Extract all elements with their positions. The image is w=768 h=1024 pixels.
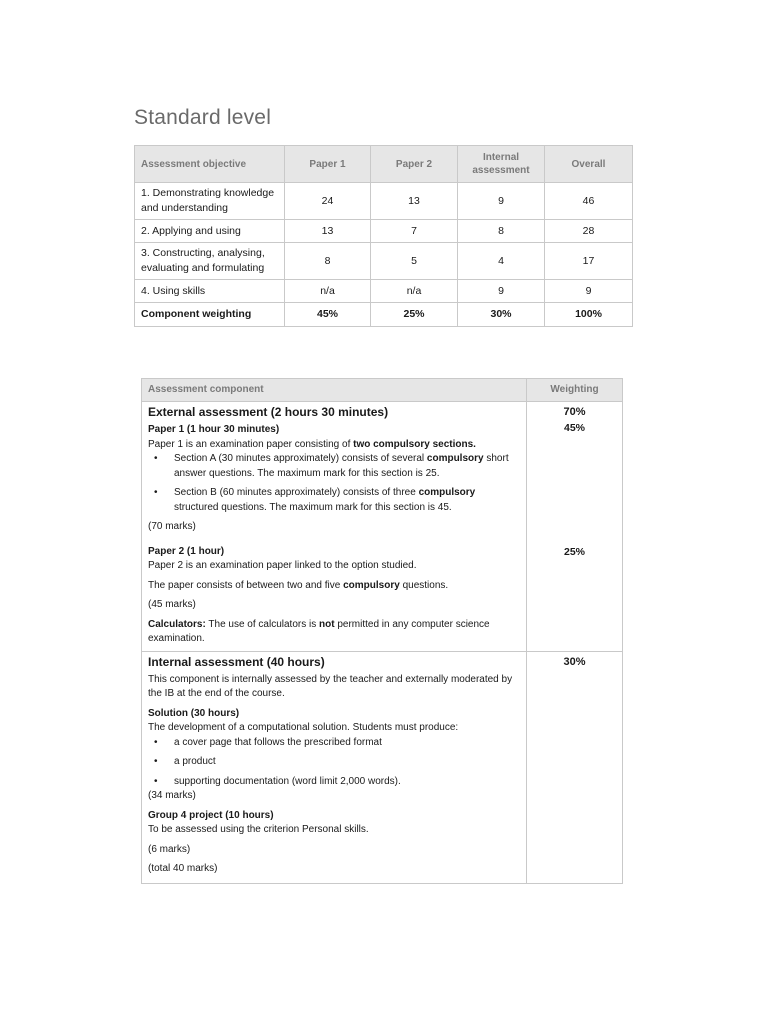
paper-2-line-2: The paper consists of between two and five compulsory questions. [148,579,449,591]
paper-1-sections-list [148,452,520,515]
objectives-header-row [135,146,633,183]
group-4-project-title: Group 4 project (10 hours) [148,809,274,821]
table-row [135,183,633,220]
assessment-objectives-table [134,145,633,327]
paper-2-weighting: 25% [371,303,458,327]
solution-items-list [148,736,520,790]
paper-1-intro: Paper 1 is an examination paper consisting of two compulsory sections. [148,438,476,450]
paper-1-weighting: 45% [563,422,585,434]
header-paper-1: Paper 1 [285,146,371,183]
table-row [135,220,633,243]
internal-assessment-weighting: 30% [458,303,545,327]
list-item: • supporting documentation (word limit 2,000 words). [148,775,520,790]
solution-intro: The development of a computational solution. Students must produce: [148,722,459,733]
internal-assessment-intro: This component is internally assessed by the teacher and externally moderated by the IB at the end of the course. [148,673,513,699]
list-item: • a cover page that follows the prescribed format [148,736,520,751]
header-paper-2: Paper 2 [371,146,458,183]
paper-1-marks: (70 marks) [148,521,196,532]
paper-1-weighting: 45% [285,303,371,327]
calculators-note: Calculators: The use of calculators is not permitted in any computer science examination. [148,618,490,644]
components-header-row [142,379,623,402]
paper-2-value: 5 [371,243,458,280]
objective-label: 3. Constructing, analysing, evaluating and formulating [135,243,285,280]
internal-assessment-value: 9 [458,183,545,220]
paper-2-cell [142,539,527,652]
header-assessment-component: Assessment component [142,379,527,402]
paper-2-value: n/a [371,280,458,303]
external-assessment-title: External assessment (2 hours 30 minutes) [148,405,389,419]
paper-2-row [142,539,623,652]
component-weighting-label: Component weighting [135,303,285,327]
list-item: • a product [148,755,520,770]
paper-2-weighting-cell [527,539,623,652]
page-title: Standard level [134,106,272,129]
paper-1-title: Paper 1 (1 hour 30 minutes) [148,424,280,435]
list-item: • Section A (30 minutes approximately) consists of several compulsory short answer questions. The maximum mark for this section is 25. [148,452,520,481]
solution-title: Solution (30 hours) [148,707,240,719]
paper-2-title: Paper 2 (1 hour) [148,545,225,557]
internal-assessment-weighting: 30% [563,655,586,668]
group-4-project-marks: (6 marks) [148,843,191,855]
overall-value: 46 [545,183,633,220]
objective-label: 2. Applying and using [135,220,285,243]
paper-1-value: n/a [285,280,371,303]
header-weighting: Weighting [527,379,623,402]
paper-2-value: 7 [371,220,458,243]
external-weighting-cell [527,402,623,539]
internal-assessment-value: 9 [458,280,545,303]
paper-1-value: 8 [285,243,371,280]
table-row [135,243,633,280]
paper-2-line-1: Paper 2 is an examination paper linked to the option studied. [148,560,417,571]
table-row [135,280,633,303]
overall-value: 28 [545,220,633,243]
solution-marks: (34 marks) [148,790,196,801]
internal-assessment-cell [142,651,527,883]
paper-2-marks: (45 marks) [148,599,196,610]
list-item: • Section B (60 minutes approximately) consists of three compulsory structured questions. The maximum mark for this section is 45. [148,486,520,515]
internal-assessment-value: 4 [458,243,545,280]
group-4-project-text: To be assessed using the criterion Personal skills. [148,824,369,835]
overall-value: 17 [545,243,633,280]
paper-2-value: 13 [371,183,458,220]
external-assessment-cell [142,402,527,539]
header-overall: Overall [545,146,633,183]
internal-weighting-cell [527,651,623,883]
external-assessment-row [142,402,623,539]
paper-1-value: 24 [285,183,371,220]
internal-assessment-value: 8 [458,220,545,243]
assessment-components-table [141,378,623,884]
internal-total-marks: (total 40 marks) [148,863,218,874]
paper-1-value: 13 [285,220,371,243]
external-assessment-weighting: 70% [563,406,586,418]
overall-value: 9 [545,280,633,303]
paper-2-weighting: 25% [563,545,585,558]
component-weighting-row [135,303,633,327]
internal-assessment-row [142,651,623,883]
objective-label: 1. Demonstrating knowledge and understanding [135,183,285,220]
internal-assessment-title: Internal assessment (40 hours) [148,654,325,669]
overall-weighting: 100% [545,303,633,327]
header-internal-assessment: Internal assessment [458,146,545,183]
objective-label: 4. Using skills [135,280,285,303]
header-assessment-objective: Assessment objective [135,146,285,183]
